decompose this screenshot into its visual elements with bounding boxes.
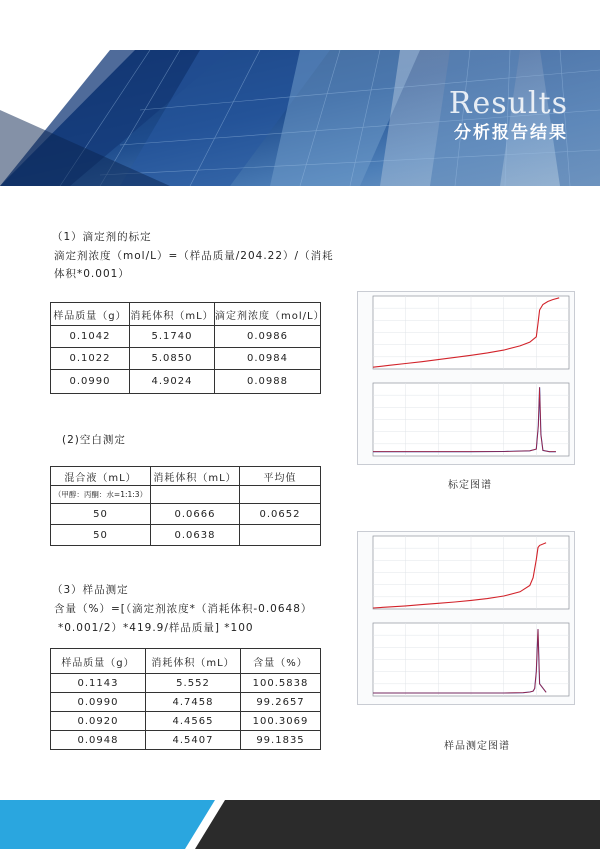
table-header: 平均值 xyxy=(240,467,321,486)
table-cell: 100.5838 xyxy=(241,674,321,693)
table-cell xyxy=(240,486,321,504)
chart1-caption: 标定图谱 xyxy=(448,480,492,491)
table-cell: 5.1740 xyxy=(130,326,215,348)
table-cell: 0.1022 xyxy=(51,348,130,370)
table-cell: 0.0986 xyxy=(215,326,321,348)
table-row xyxy=(51,504,321,525)
table-cell: 50 xyxy=(51,525,151,546)
table-cell: 0.0990 xyxy=(51,693,146,712)
section3-formula-line1: 含量（%）=[（滴定剂浓度*（消耗体积-0.0648） xyxy=(54,603,313,615)
table-cell xyxy=(240,525,321,546)
chart2-caption: 样品测定图谱 xyxy=(444,741,510,752)
sample-titration-chart xyxy=(357,531,575,705)
table-cell: 100.3069 xyxy=(241,712,321,731)
banner-title-zh: 分析报告结果 xyxy=(454,123,568,143)
section3-heading: （3）样品测定 xyxy=(52,584,129,596)
banner-title xyxy=(449,88,568,143)
table-cell: 5.552 xyxy=(146,674,241,693)
calibration-titration-chart xyxy=(357,291,575,465)
section1-formula-line1: 滴定剂浓度（mol/L）=（样品质量/204.22）/（消耗 xyxy=(54,250,334,262)
table-header: 消耗体积（mL） xyxy=(151,467,240,486)
table-row xyxy=(51,674,321,693)
mixture-ratio-note: （甲醇：丙酮：水=1:1:3） xyxy=(51,486,151,504)
table-cell: 0.1042 xyxy=(51,326,130,348)
table-header: 消耗体积（mL） xyxy=(130,303,215,326)
table-row xyxy=(51,370,321,394)
table-cell: 0.0948 xyxy=(51,731,146,750)
table-cell: 0.0652 xyxy=(240,504,321,525)
table-cell: 0.0638 xyxy=(151,525,240,546)
table-cell: 4.4565 xyxy=(146,712,241,731)
table-row xyxy=(51,693,321,712)
table-cell: 99.2657 xyxy=(241,693,321,712)
banner-title-en: Results xyxy=(448,86,568,121)
section1-formula-line2: 体积*0.001） xyxy=(54,268,130,280)
section2-heading: (2)空白测定 xyxy=(62,434,126,446)
table-header: 含量（%） xyxy=(241,649,321,674)
table-cell: 4.7458 xyxy=(146,693,241,712)
table-header: 样品质量（g） xyxy=(51,303,130,326)
table-row xyxy=(51,326,321,348)
blank-table xyxy=(50,466,321,546)
table-header: 样品质量（g） xyxy=(51,649,146,674)
table-row xyxy=(51,731,321,750)
section3-formula-line2: *0.001/2）*419.9/样品质量] *100 xyxy=(58,622,254,634)
calibration-table xyxy=(50,302,325,394)
table-cell: 99.1835 xyxy=(241,731,321,750)
section1-heading: （1）滴定剂的标定 xyxy=(52,231,152,243)
table-row xyxy=(51,348,321,370)
table-cell: 0.0988 xyxy=(215,370,321,394)
table-cell xyxy=(151,486,240,504)
table-row xyxy=(51,712,321,731)
footer-stripe xyxy=(0,800,600,849)
table-cell: 5.0850 xyxy=(130,348,215,370)
table-cell: 4.9024 xyxy=(130,370,215,394)
table-header: 消耗体积（mL） xyxy=(146,649,241,674)
sample-table xyxy=(50,648,321,750)
table-cell: 0.0666 xyxy=(151,504,240,525)
table-header: 滴定剂浓度（mol/L） xyxy=(215,303,321,326)
table-cell: 0.0990 xyxy=(51,370,130,394)
table-cell: 0.0920 xyxy=(51,712,146,731)
table-cell: 4.5407 xyxy=(146,731,241,750)
table-cell: 50 xyxy=(51,504,151,525)
table-header: 混合液（mL） xyxy=(51,467,151,486)
results-banner xyxy=(0,50,600,186)
table-cell: 0.0984 xyxy=(215,348,321,370)
table-cell: 0.1143 xyxy=(51,674,146,693)
table-row xyxy=(51,525,321,546)
